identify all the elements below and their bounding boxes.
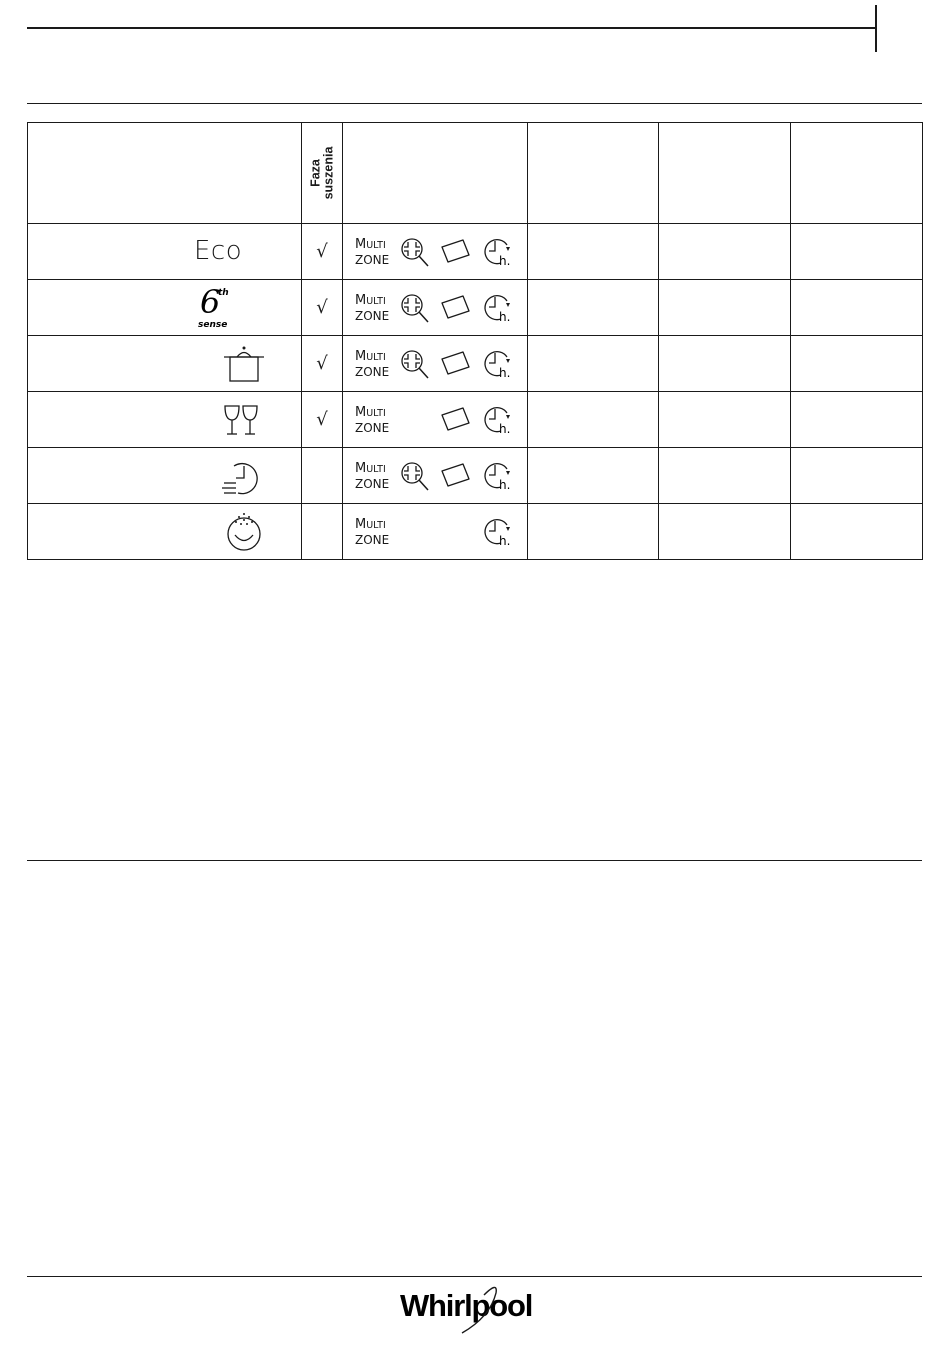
drying-header-line2: suszenia bbox=[321, 146, 335, 200]
turbo-icon bbox=[399, 459, 431, 493]
table-row bbox=[28, 280, 923, 336]
drying-check: √ bbox=[302, 336, 343, 392]
svg-text:h.: h. bbox=[499, 534, 511, 548]
cell bbox=[791, 448, 923, 504]
cell bbox=[528, 336, 659, 392]
cell bbox=[659, 448, 791, 504]
prewash-icon bbox=[222, 510, 266, 554]
svg-text:6: 6 bbox=[200, 283, 221, 321]
drying-check bbox=[302, 504, 343, 560]
cell bbox=[791, 392, 923, 448]
drying-check: √ bbox=[302, 280, 343, 336]
cell bbox=[659, 280, 791, 336]
drying-check: √ bbox=[302, 392, 343, 448]
wine-glasses-icon bbox=[220, 398, 264, 442]
program-table bbox=[27, 122, 923, 560]
tablet-icon bbox=[439, 403, 471, 437]
cell bbox=[659, 336, 791, 392]
cell bbox=[659, 392, 791, 448]
header-options bbox=[343, 123, 528, 224]
cell bbox=[791, 224, 923, 280]
multizone-label: MULTI ZONE bbox=[355, 405, 390, 435]
turbo-icon bbox=[399, 235, 431, 269]
header-col5 bbox=[659, 123, 791, 224]
multizone-label: MULTI ZONE bbox=[355, 517, 390, 547]
multizone-label: MULTI ZONE bbox=[355, 237, 390, 267]
drying-header-line1: Faza bbox=[308, 159, 322, 187]
options-cell bbox=[343, 224, 528, 280]
svg-text:h.: h. bbox=[499, 366, 511, 380]
delay-start-icon bbox=[481, 347, 513, 381]
pot-icon bbox=[220, 342, 264, 386]
table-row bbox=[28, 504, 923, 560]
cell bbox=[791, 280, 923, 336]
tablet-icon bbox=[439, 347, 471, 381]
turbo-icon bbox=[399, 291, 431, 325]
mid-rule bbox=[27, 860, 922, 861]
cell bbox=[528, 504, 659, 560]
turbo-icon bbox=[399, 347, 431, 381]
table-row bbox=[28, 392, 923, 448]
svg-text:h.: h. bbox=[499, 310, 511, 324]
program-cell bbox=[28, 504, 302, 560]
delay-start-icon bbox=[481, 459, 513, 493]
section-rule bbox=[27, 103, 922, 104]
program-cell bbox=[28, 448, 302, 504]
table-row bbox=[28, 336, 923, 392]
top-rule bbox=[27, 27, 876, 29]
svg-text:h.: h. bbox=[499, 478, 511, 492]
cell bbox=[528, 280, 659, 336]
multizone-label: MULTI ZONE bbox=[355, 349, 390, 379]
program-cell bbox=[28, 224, 302, 280]
tablet-icon bbox=[439, 235, 471, 269]
drying-check bbox=[302, 448, 343, 504]
table-row bbox=[28, 224, 923, 280]
program-cell bbox=[28, 280, 302, 336]
whirlpool-logo bbox=[400, 1283, 550, 1335]
svg-text:th: th bbox=[218, 288, 229, 298]
cell bbox=[659, 504, 791, 560]
svg-text:h.: h. bbox=[499, 422, 511, 436]
tablet-icon bbox=[439, 291, 471, 325]
program-eco-label: Eco bbox=[194, 236, 243, 266]
drying-check: √ bbox=[302, 224, 343, 280]
svg-text:sense: sense bbox=[198, 320, 228, 330]
options-cell bbox=[343, 392, 528, 448]
delay-start-icon bbox=[481, 291, 513, 325]
cell bbox=[659, 224, 791, 280]
fast-wash-icon bbox=[220, 454, 264, 498]
options-cell bbox=[343, 504, 528, 560]
multizone-label: MULTI ZONE bbox=[355, 461, 390, 491]
svg-text:Whirlpool: Whirlpool bbox=[400, 1288, 533, 1323]
program-cell bbox=[28, 336, 302, 392]
6th-sense-icon bbox=[196, 283, 236, 331]
multizone-label: MULTI ZONE bbox=[355, 293, 390, 323]
options-cell bbox=[343, 448, 528, 504]
cell bbox=[791, 336, 923, 392]
cell bbox=[791, 504, 923, 560]
cell bbox=[528, 448, 659, 504]
header-col6 bbox=[791, 123, 923, 224]
program-cell bbox=[28, 392, 302, 448]
delay-start-icon bbox=[481, 515, 513, 549]
delay-start-icon bbox=[481, 403, 513, 437]
header-col4 bbox=[528, 123, 659, 224]
tablet-icon bbox=[439, 459, 471, 493]
options-cell bbox=[343, 280, 528, 336]
table-row bbox=[28, 448, 923, 504]
cell bbox=[528, 224, 659, 280]
table-header-row bbox=[28, 123, 923, 224]
svg-text:h.: h. bbox=[499, 254, 511, 268]
header-drying bbox=[302, 123, 343, 224]
header-program bbox=[28, 123, 302, 224]
delay-start-icon bbox=[481, 235, 513, 269]
cell bbox=[528, 392, 659, 448]
footer-rule bbox=[27, 1276, 922, 1277]
options-cell bbox=[343, 336, 528, 392]
top-corner-mark bbox=[875, 5, 877, 52]
